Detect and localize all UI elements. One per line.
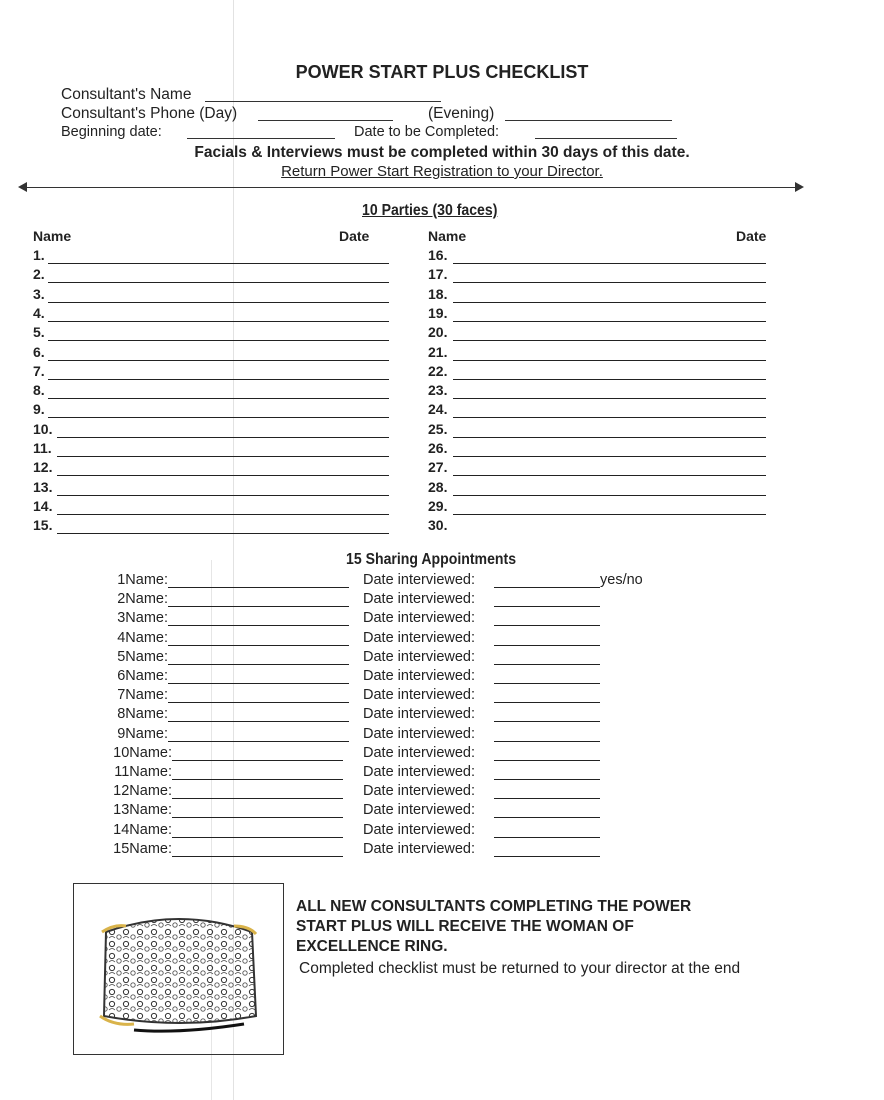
party-entry-line[interactable] xyxy=(48,321,389,322)
party-number: 9. xyxy=(33,401,45,418)
date-interviewed-label: Date interviewed: xyxy=(363,840,476,857)
party-number: 25. xyxy=(428,420,448,437)
beginning-date-label: Beginning date: xyxy=(61,124,162,140)
date-interviewed-label: Date interviewed: xyxy=(363,802,476,819)
party-entry-line[interactable] xyxy=(48,360,389,361)
return-registration-note: Return Power Start Registration to your Director. xyxy=(281,163,603,180)
sharing-name-field[interactable] xyxy=(168,606,349,607)
date-interviewed-field[interactable] xyxy=(494,798,600,799)
party-number: 11. xyxy=(33,440,52,456)
party-number: 5. xyxy=(33,324,45,341)
date-interviewed-field[interactable] xyxy=(494,760,600,761)
sharing-name-label: 15Name: xyxy=(113,840,172,857)
date-interviewed-field[interactable] xyxy=(494,779,600,780)
party-number: 27. xyxy=(428,459,448,476)
evening-phone-label: (Evening) xyxy=(428,105,495,122)
party-entry-line[interactable] xyxy=(453,437,766,438)
day-phone-field[interactable] xyxy=(258,120,393,121)
date-interviewed-label: Date interviewed: xyxy=(363,687,476,704)
sharing-name-label: 4Name: xyxy=(117,629,168,646)
date-interviewed-label: Date interviewed: xyxy=(363,783,476,800)
date-interviewed-label: Date interviewed: xyxy=(363,744,476,761)
party-entry-line[interactable] xyxy=(48,417,389,418)
requirement-note: Facials & Interviews must be completed within 30 days of this date. xyxy=(194,144,690,161)
party-entry-line[interactable] xyxy=(453,398,766,399)
sharing-name-field[interactable] xyxy=(172,837,343,838)
party-entry-line[interactable] xyxy=(453,456,766,457)
party-number: 26. xyxy=(428,440,448,456)
date-interviewed-field[interactable] xyxy=(494,856,600,857)
sharing-name-label: 14Name: xyxy=(113,821,172,838)
party-entry-line[interactable] xyxy=(48,398,389,399)
date-interviewed-field[interactable] xyxy=(494,683,600,684)
sharing-name-label: 5Name: xyxy=(117,648,168,665)
date-interviewed-label: Date interviewed: xyxy=(363,572,476,588)
sharing-name-label: 1Name: xyxy=(117,572,168,588)
footer-line-3: EXCELLENCE RING. xyxy=(296,938,448,955)
date-interviewed-field[interactable] xyxy=(494,587,600,588)
evening-phone-field[interactable] xyxy=(505,120,672,121)
date-interviewed-label: Date interviewed: xyxy=(363,821,476,838)
date-interviewed-field[interactable] xyxy=(494,741,600,742)
date-interviewed-label: Date interviewed: xyxy=(363,725,476,742)
sharing-name-label: 6Name: xyxy=(117,668,168,684)
party-number: 22. xyxy=(428,362,448,379)
parties-left-name-header: Name xyxy=(33,228,72,244)
party-entry-line[interactable] xyxy=(57,514,389,515)
divider-arrow-line xyxy=(22,187,798,188)
party-entry-line[interactable] xyxy=(453,302,766,303)
sharing-name-field[interactable] xyxy=(168,721,349,722)
party-entry-line[interactable] xyxy=(48,340,389,341)
footer-line-2: START PLUS WILL RECEIVE THE WOMAN OF xyxy=(296,918,634,935)
party-entry-line[interactable] xyxy=(453,514,766,515)
party-number: 20. xyxy=(428,324,448,341)
sharing-name-field[interactable] xyxy=(168,645,349,646)
date-interviewed-label: Date interviewed: xyxy=(363,648,476,665)
party-entry-line[interactable] xyxy=(453,360,766,361)
footer-line-4: Completed checklist must be returned to your director at the end xyxy=(299,960,741,977)
party-entry-line[interactable] xyxy=(57,437,389,438)
party-number: 15. xyxy=(33,517,53,534)
party-number: 30. xyxy=(428,517,448,534)
sharing-section-title: 15 Sharing Appointments xyxy=(346,551,517,568)
party-number: 23. xyxy=(428,382,448,399)
date-interviewed-label: Date interviewed: xyxy=(363,629,476,646)
parties-section-title: 10 Parties (30 faces) xyxy=(362,202,498,219)
parties-left-date-header: Date xyxy=(339,228,370,244)
parties-right-name-header: Name xyxy=(428,228,467,244)
consultant-name-field[interactable] xyxy=(205,101,441,102)
sharing-name-label: 11Name: xyxy=(114,764,172,780)
party-number: 12. xyxy=(33,459,53,476)
date-interviewed-field[interactable] xyxy=(494,837,600,838)
ring-icon xyxy=(94,904,264,1034)
completion-date-field[interactable] xyxy=(535,138,677,139)
sharing-name-field[interactable] xyxy=(172,856,343,857)
arrow-right-icon xyxy=(795,182,804,192)
sharing-name-field[interactable] xyxy=(172,817,343,818)
date-interviewed-label: Date interviewed: xyxy=(363,706,476,723)
date-interviewed-label: Date interviewed: xyxy=(363,764,476,780)
date-interviewed-label: Date interviewed: xyxy=(363,610,476,627)
sharing-name-field[interactable] xyxy=(168,683,349,684)
party-number: 29. xyxy=(428,497,448,514)
party-entry-line[interactable] xyxy=(453,321,766,322)
party-number: 18. xyxy=(428,285,448,302)
party-number: 19. xyxy=(428,304,448,321)
date-interviewed-field[interactable] xyxy=(494,606,600,607)
party-number: 6. xyxy=(33,343,45,360)
beginning-date-field[interactable] xyxy=(187,138,335,139)
sharing-name-field[interactable] xyxy=(168,664,349,665)
page-title: POWER START PLUS CHECKLIST xyxy=(295,62,589,82)
party-number: 2. xyxy=(33,266,45,283)
party-entry-line[interactable] xyxy=(48,379,389,380)
date-interviewed-field[interactable] xyxy=(494,721,600,722)
sharing-name-label: 7Name: xyxy=(117,687,168,704)
sharing-name-label: 3Name: xyxy=(117,610,168,627)
consultant-phone-label: Consultant's Phone (Day) xyxy=(61,105,238,122)
party-number: 8. xyxy=(33,382,45,399)
party-entry-line[interactable] xyxy=(48,302,389,303)
date-interviewed-field[interactable] xyxy=(494,817,600,818)
sharing-name-field[interactable] xyxy=(168,702,349,703)
sharing-name-label: 9Name: xyxy=(117,725,168,742)
party-entry-line[interactable] xyxy=(453,495,766,496)
sharing-name-label: 2Name: xyxy=(117,591,168,608)
party-number: 10. xyxy=(33,420,53,437)
sharing-name-field[interactable] xyxy=(172,779,343,780)
party-number: 4. xyxy=(33,304,45,321)
party-number: 3. xyxy=(33,285,45,302)
party-number: 21. xyxy=(428,343,448,360)
party-number: 13. xyxy=(33,478,53,495)
sharing-name-field[interactable] xyxy=(172,798,343,799)
party-number: 14. xyxy=(33,497,53,514)
party-entry-line[interactable] xyxy=(453,340,766,341)
party-entry-line[interactable] xyxy=(57,475,389,476)
party-number: 17. xyxy=(428,266,448,283)
party-entry-line[interactable] xyxy=(57,456,389,457)
sharing-name-label: 10Name: xyxy=(113,744,172,761)
sharing-name-label: 13Name: xyxy=(113,802,172,819)
date-interviewed-label: Date interviewed: xyxy=(363,591,476,608)
party-entry-line[interactable] xyxy=(453,282,766,283)
ring-image-frame xyxy=(73,883,284,1055)
sharing-name-field[interactable] xyxy=(168,625,349,626)
date-interviewed-field[interactable] xyxy=(494,645,600,646)
sharing-name-label: 12Name: xyxy=(113,783,172,800)
sharing-name-field[interactable] xyxy=(168,741,349,742)
party-entry-line[interactable] xyxy=(57,533,389,534)
date-interviewed-label: Date interviewed: xyxy=(363,668,476,684)
party-entry-line[interactable] xyxy=(453,379,766,380)
sharing-name-field[interactable] xyxy=(172,760,343,761)
date-interviewed-field[interactable] xyxy=(494,625,600,626)
consultant-name-label: Consultant's Name xyxy=(61,86,192,103)
footer-line-1: ALL NEW CONSULTANTS COMPLETING THE POWER xyxy=(296,898,692,915)
party-number: 28. xyxy=(428,478,448,495)
party-entry-line[interactable] xyxy=(48,282,389,283)
party-number: 16. xyxy=(428,247,448,263)
yes-no-label: yes/no xyxy=(600,572,643,588)
party-entry-line[interactable] xyxy=(453,263,766,264)
party-entry-line[interactable] xyxy=(453,475,766,476)
sharing-name-field[interactable] xyxy=(168,587,349,588)
party-number: 1. xyxy=(33,247,45,263)
sharing-name-label: 8Name: xyxy=(117,706,168,723)
date-interviewed-field[interactable] xyxy=(494,702,600,703)
party-number: 24. xyxy=(428,401,448,418)
party-entry-line[interactable] xyxy=(48,263,389,264)
party-entry-line[interactable] xyxy=(453,417,766,418)
party-number: 7. xyxy=(33,362,45,379)
completion-date-label: Date to be Completed: xyxy=(354,124,500,140)
date-interviewed-field[interactable] xyxy=(494,664,600,665)
arrow-left-icon xyxy=(18,182,27,192)
parties-right-date-header: Date xyxy=(736,228,767,244)
party-entry-line[interactable] xyxy=(57,495,389,496)
